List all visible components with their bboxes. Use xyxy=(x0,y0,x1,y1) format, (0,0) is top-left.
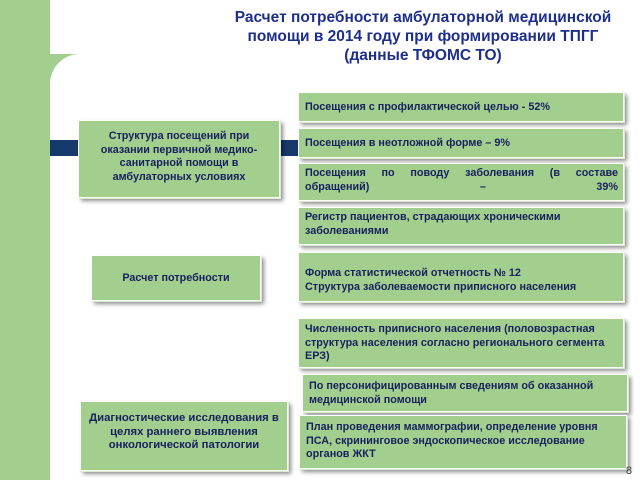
right-box-personified-data xyxy=(302,374,628,412)
title-line-3: (данные ТФОМС ТО) xyxy=(344,47,502,64)
right-box-screening-plan xyxy=(299,415,627,469)
left-box-need-calculation-text: Расчет потребности xyxy=(122,272,230,284)
right-box-preventive-visits xyxy=(298,92,624,122)
right-box-disease-visits-text: Посещения по поводу заболевания (в составе обращений) – 39% xyxy=(305,167,618,193)
right-box-preventive-visits-text: Посещения с профилактической целью - 52% xyxy=(305,101,550,113)
title-line-2: помощи в 2014 году при формировании ТПГГ xyxy=(247,28,599,45)
sidebar-decor xyxy=(0,0,50,480)
left-box-diagnostics xyxy=(80,401,288,471)
right-box-screening-plan-text: План проведения маммографии, определение уровня ПСА, скрининговое эндоскопическое исследование органов ЖКТ xyxy=(306,421,598,460)
corner-round-decor xyxy=(50,54,110,114)
right-box-stat-form-12-line-2: Структура заболеваемости приписного населения xyxy=(305,280,577,293)
right-box-attached-population-text: Численность приписного населения (половозрастная структура населения согласно регионального сегмента ЕРЗ) xyxy=(305,323,605,362)
left-box-visits-structure-text: Структура посещений при оказании первичной медико-санитарной помощи в амбулаторных условиях xyxy=(100,130,258,183)
left-box-visits-structure xyxy=(78,120,280,198)
right-box-chronic-registry-text: Регистр пациентов, страдающих хроническими заболеваниями xyxy=(305,211,561,237)
right-box-chronic-registry xyxy=(298,207,624,245)
left-box-need-calculation xyxy=(91,255,261,301)
page-number: 8 xyxy=(625,465,632,477)
right-box-urgent-visits-text: Посещения в неотложной форме – 9% xyxy=(305,137,510,149)
right-box-personified-data-text: По персонифицированным сведениям об оказанной медицинской помощи xyxy=(309,380,594,406)
right-box-disease-visits xyxy=(298,163,624,201)
right-box-urgent-visits xyxy=(298,128,624,158)
left-box-diagnostics-text: Диагностические исследования в целях раннего выявления онкологической патологии xyxy=(89,412,279,451)
right-box-attached-population xyxy=(298,318,624,368)
slide-title xyxy=(218,8,628,65)
title-line-1: Расчет потребности амбулаторной медицинской xyxy=(234,9,612,26)
right-box-stat-form-12-line-1: Форма статистической отчетность № 12 xyxy=(305,267,521,279)
right-box-stat-form-12 xyxy=(298,252,624,302)
